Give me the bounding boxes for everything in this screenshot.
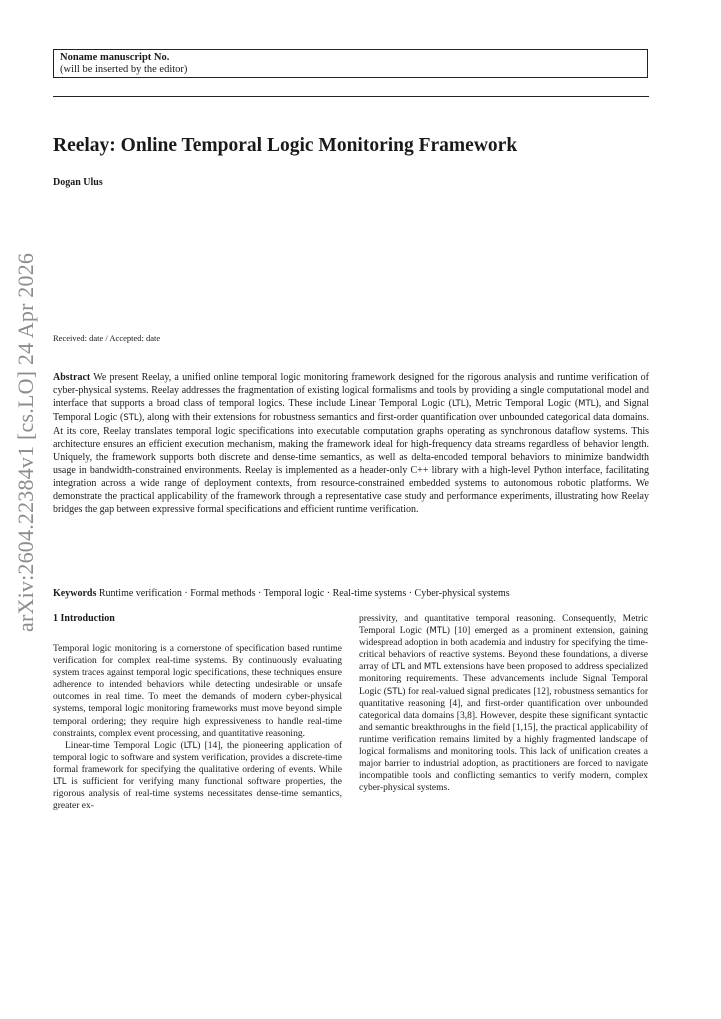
author-name: Dogan Ulus (53, 177, 103, 188)
intro-mtl: MTL (429, 626, 447, 637)
intro-text-2d: ) [10] emerged as a prominent extension, gaining widespread adoption in both academia and industry for specifying the time-critical behaviors of reactive systems. Beyond these foundations, a diverse array of (359, 626, 648, 673)
abstract-text-4: ), along with their extensions for robustness semantics and first-order quantification over unbounded categorical data domains. At its core, Reelay translates temporal logic specifications into executable computation graphs operating as synchronous dataflow systems. This architecture ensures an efficient execution mechanism, making the framework ideal for high-frequency data streams regardless of behavior length. Uniquely, the framework supports both discrete and dense-time semantics, as well as delta-encoded temporal behaviors to minimize bandwidth usage in bandwidth-constrained environments. Reelay is implemented as a header-only C++ library with a high-level Python interface, facilitating integration across a wide range of deployment contexts, from resource-constrained embedded systems to autonomous robotic platforms. We demonstrate the practical applicability of the framework through a representative case study and performance experiments, illustrating how Reelay bridges the gap between expressive formal specifications and efficient runtime verification. (53, 412, 649, 515)
header-rule (53, 96, 649, 97)
abstract-text-3: ), and Signal Temporal Logic ( (53, 398, 650, 423)
intro-text-2g: ) for real-valued signal predicates [12], robustness semantics for quantitative reasoning [4], and first-order quantification over unbounded categorical data domains [3,8]. However, despite these significant syntactic and semantic breakthroughs in the field [1,15], the practical applicability of runtime verification remains limited by a highly fragmented landscape of logical formalisms and monitoring tools. This lack of unification creates a major barrier to industrial adoption, as practitioners are forced to navigate incompatible tools and conflicting semantics to verify modern, complex cyber-physical systems. (359, 686, 648, 794)
intro-column-left (53, 613, 342, 812)
abstract-stl: STL (123, 413, 139, 423)
intro-text-2c-left: is sufficient for verifying many functional software properties, the rigorous analysis of real-time systems necessitates dense-time semantics, greater ex- (53, 777, 342, 812)
intro-text-2a: Linear-time Temporal Logic ( (65, 740, 184, 751)
abstract-text-1: We present Reelay, a unified online temporal logic monitoring framework designed for the rigorous analysis and runtime verification of cyber-physical systems. Reelay addresses the fragmentation of existing logical formalisms and tools by providing a single computational model and interface that supports a broad class of temporal logics. These include Linear Temporal Logic ( (53, 372, 649, 409)
abstract-mtl: MTL (578, 399, 596, 409)
intro-paragraph-1: Temporal logic monitoring is a cornerstone of specification based runtime verification for complex real-time systems. By continuously evaluating system traces against temporal logic specifications, these techniques ensure adherence to intended behaviors while detecting undesirable or unsafe outcomes in real time. To meet the demands of modern cyber-physical systems, temporal logic monitoring frameworks must move beyond simple temporal ordering; they require high expressiveness to handle real-time constraints, complex event processing, and quantitative reasoning. (53, 644, 342, 739)
intro-text-2e: and (405, 662, 424, 673)
keywords-text: Runtime verification · Formal methods · Temporal logic · Real-time systems · Cyber-physical systems (98, 588, 510, 599)
editor-note: (will be inserted by the editor) (60, 64, 188, 75)
intro-paragraph-2 (53, 740, 342, 813)
intro-mtl-2: MTL (423, 662, 442, 673)
abstract-label: Abstract (53, 372, 91, 383)
arxiv-stamp: arXiv:2604.22384v1 [cs.LO] 24 Apr 2026 (13, 252, 38, 632)
abstract-text-2: ), Metric Temporal Logic ( (465, 398, 579, 409)
intro-ltl-3: LTL (391, 662, 406, 673)
intro-paragraph-2-continued (359, 613, 648, 794)
abstract (53, 371, 649, 516)
abstract-ltl: LTL (451, 399, 466, 409)
paper-title: Reelay: Online Temporal Logic Monitoring Framework (53, 135, 518, 156)
received-date: Received: date / Accepted: date (53, 333, 161, 343)
intro-text-2c-right: pressivity, and quantitative temporal reasoning. Consequently, Metric Temporal Logic ( (359, 614, 648, 637)
intro-ltl: LTL (183, 740, 198, 751)
keywords (53, 587, 653, 600)
manuscript-label: Noname manuscript No. (60, 52, 170, 63)
editor-note-box (53, 49, 648, 78)
intro-ltl-2: LTL (53, 777, 67, 788)
keywords-label: Keywords (53, 588, 97, 599)
intro-text-2b: ) [14], the pioneering application of temporal logic to software and system verification, provides a discrete-time formal framework for specifying the qualitative ordering of events. While (53, 740, 342, 775)
intro-stl: STL (386, 686, 403, 697)
intro-column-right (359, 613, 648, 794)
intro-text-2f: extensions have been proposed to address specialized monitoring requirements. These advancements include Signal Temporal Logic ( (359, 662, 648, 697)
section-heading-introduction: 1 Introduction (53, 613, 115, 624)
